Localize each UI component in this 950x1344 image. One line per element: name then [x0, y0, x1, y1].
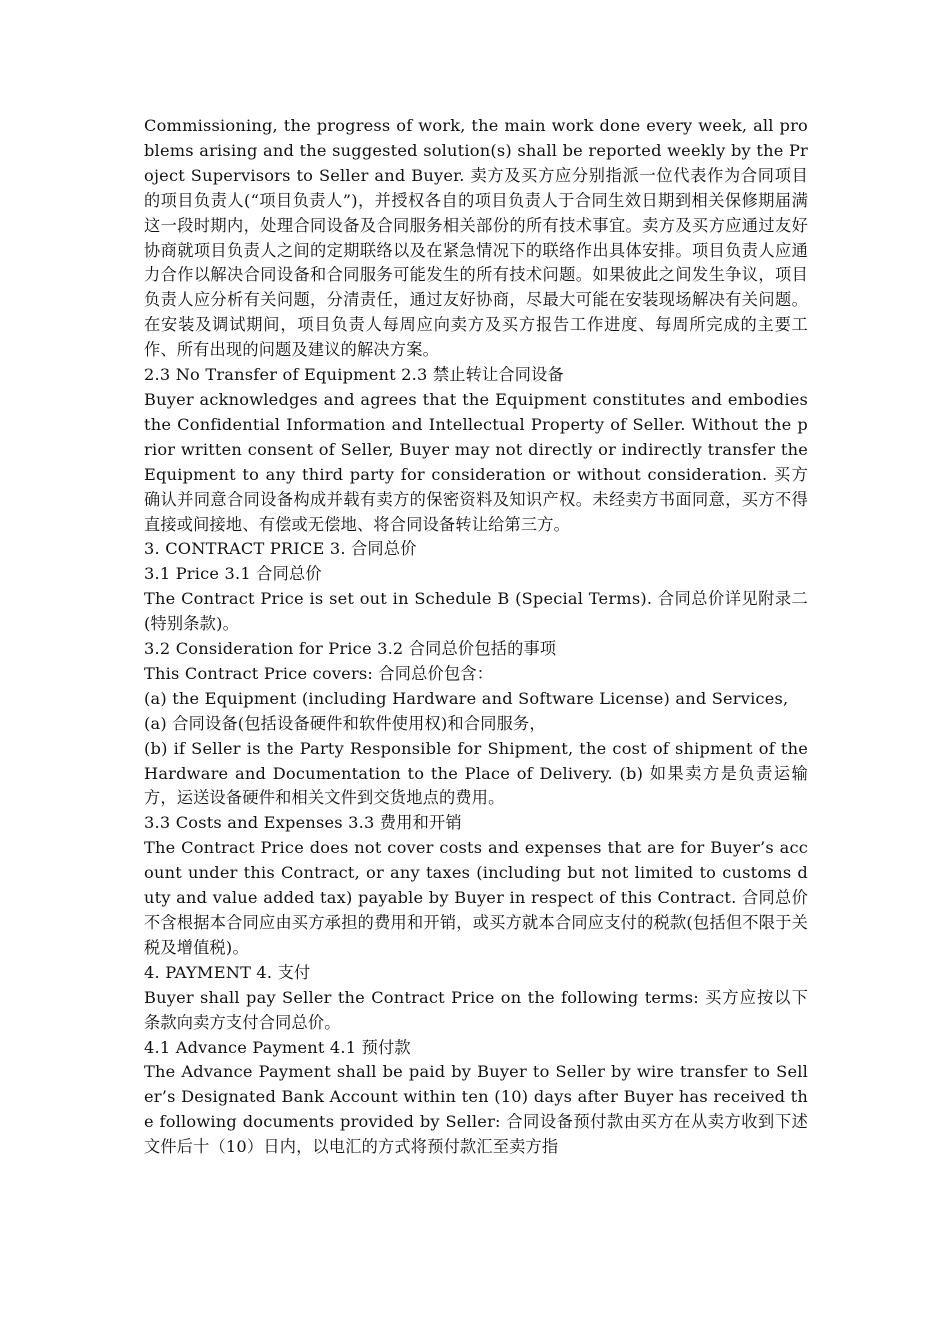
heading-2-3-no-transfer: 2.3 No Transfer of Equipment 2.3 禁止转让合同设备: [144, 365, 564, 385]
heading-3-1-price: 3.1 Price 3.1 合同总价: [144, 564, 322, 584]
heading-3-contract-price: 3. CONTRACT PRICE 3. 合同总价: [144, 539, 417, 559]
heading-4-1-advance-payment: 4.1 Advance Payment 4.1 预付款: [144, 1037, 411, 1057]
item-a-english: (a) the Equipment (including Hardware and Software License) and Services,: [144, 688, 789, 708]
paragraph-advance-payment: The Advance Payment shall be paid by Buyer to Seller by wire transfer to Seller’s Designated Bank Account within ten (10) days after Buyer has received the following documents provided by Seller: 合同设备预付款由买方在从卖方收到下述文件后十（10）日内，以电汇的方式将预付款汇至卖方指: [144, 1062, 808, 1157]
paragraph-costs: The Contract Price does not cover costs and expenses that are for Buyer’s account under this Contract, or any taxes (including but not limited to customs duty and value added tax) payable by Buyer in respect of this Contract. 合同总价不含根据本合同应由买方承担的费用和开销，或买方就本合同应支付的税款(包括但不限于关税及增值税)。: [144, 838, 808, 957]
heading-4-payment: 4. PAYMENT 4. 支付: [144, 962, 311, 982]
paragraph-price: The Contract Price is set out in Schedule B (Special Terms). 合同总价详见附录二(特别条款)。: [144, 589, 808, 634]
heading-3-3-costs: 3.3 Costs and Expenses 3.3 费用和开销: [144, 813, 462, 833]
item-a-chinese: (a) 合同设备(包括设备硬件和软件使用权)和合同服务，: [144, 713, 546, 733]
paragraph-payment-terms: Buyer shall pay Seller the Contract Price on the following terms: 买方应按以下条款向卖方支付合同总价。: [144, 987, 808, 1032]
heading-3-2-consideration: 3.2 Consideration for Price 3.2 合同总价包括的事项: [144, 639, 557, 659]
document-page: [144, 114, 808, 1160]
paragraph-project-supervisors: Commissioning, the progress of work, the main work done every week, all problems arising and the suggested solution(s) shall be reported weekly by the Project Supervisors to Seller and Buyer. 卖方及买方应分别指派一位代表作为合同项目的项目负责人(“项目负责人”)，并授权各自的项目负责人于合同生效日期到相关保修期届满这一段时期内，处理合同设备及合同服务相关部份的所有技术事宜。卖方及买方应通过友好协商就项目负责人之间的定期联络以及在紧急情况下的联络作出具体安排。项目负责人应通力合作以解决合同设备和合同服务可能发生的所有技术问题。如果彼此之间发生争议，项目负责人应分析有关问题，分清责任，通过友好协商，尽最大可能在安装现场解决有关问题。在安装及调试期间，项目负责人每周应向卖方及买方报告工作进度、每周所完成的主要工作、所有出现的问题及建议的解决方案。: [144, 116, 808, 360]
paragraph-no-transfer: Buyer acknowledges and agrees that the Equipment constitutes and embodies the Confidential Information and Intellectual Property of Seller. Without the prior written consent of Seller, Buyer may not directly or indirectly transfer the Equipment to any third party for consideration or without consideration. 买方确认并同意合同设备构成并载有卖方的保密资料及知识产权。未经卖方书面同意，买方不得直接或间接地、有偿或无偿地、将合同设备转让给第三方。: [144, 389, 808, 534]
paragraph-price-covers: This Contract Price covers: 合同总价包含：: [144, 663, 494, 683]
item-b: (b) if Seller is the Party Responsible for Shipment, the cost of shipment of the Hardware and Documentation to the Place of Delivery. (b) 如果卖方是负责运输方，运送设备硬件和相关文件到交货地点的费用。: [144, 738, 808, 808]
